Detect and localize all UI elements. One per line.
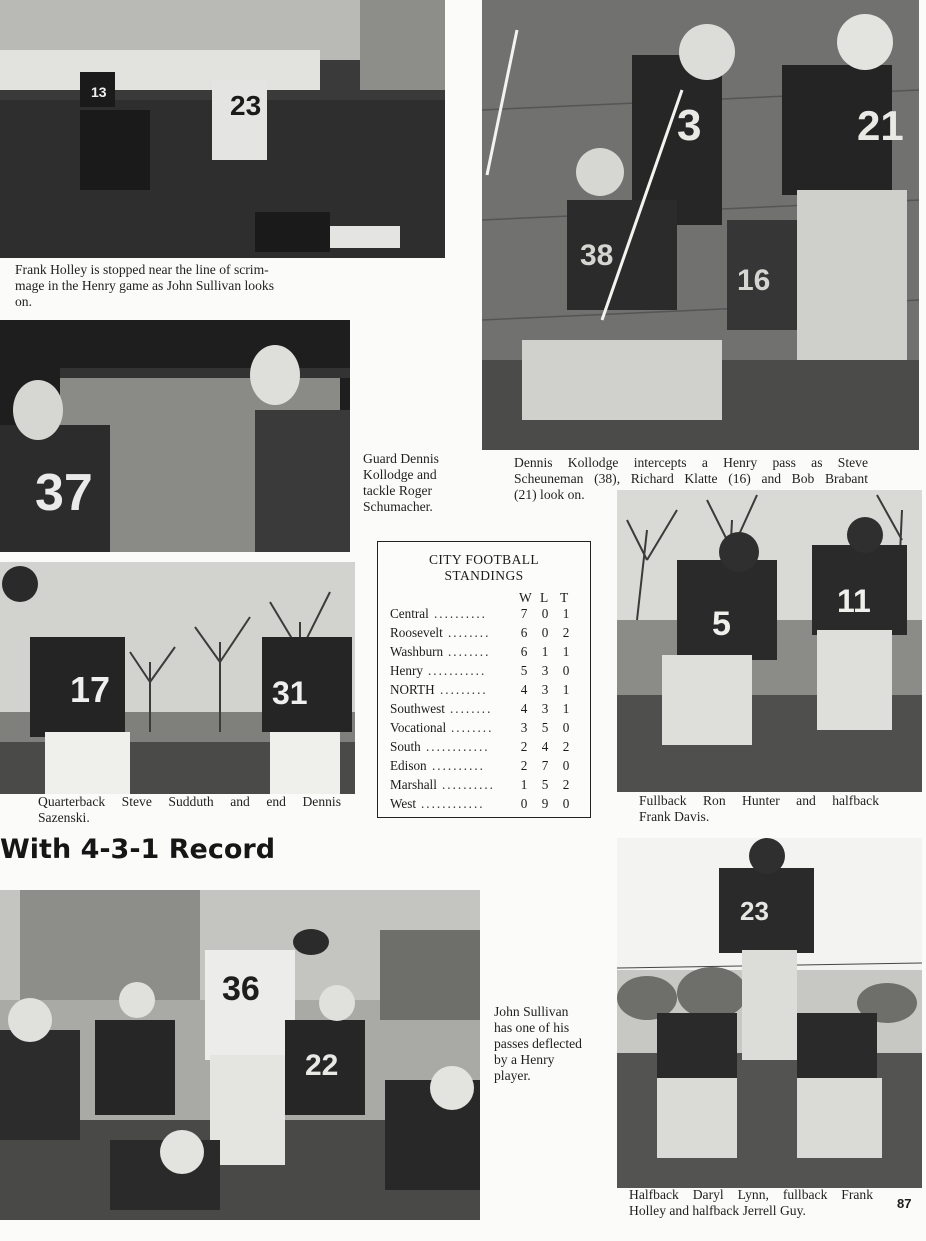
caption-line: Halfback Daryl Lynn, fullback Frank — [629, 1187, 873, 1202]
losses-value: 3 — [541, 701, 549, 716]
photo-kollodge-schumacher — [0, 320, 350, 552]
city-football-standings-table — [377, 541, 591, 818]
leader-dots: ......... — [440, 682, 488, 697]
team-name: Marshall — [390, 777, 437, 792]
standings-row — [390, 701, 586, 720]
ties-value: 0 — [562, 758, 570, 773]
photo-sullivan-pass — [0, 890, 480, 1220]
ties-value: 0 — [562, 720, 570, 735]
team-name: West — [390, 796, 417, 811]
jersey-number: 16 — [737, 264, 771, 297]
team-name: South — [390, 739, 421, 754]
column-header-wins: W — [519, 590, 532, 605]
caption-line: Kollodge and — [363, 467, 437, 482]
jersey-number: 5 — [712, 605, 731, 643]
ties-value: 2 — [562, 777, 570, 792]
caption-kollodge-schumacher — [363, 451, 473, 515]
caption-line: Fullback Ron Hunter and halfback — [639, 793, 879, 808]
standings-row — [390, 739, 586, 758]
ties-value: 1 — [562, 682, 570, 697]
standings-row — [390, 644, 586, 663]
wins-value: 0 — [520, 796, 528, 811]
wins-value: 4 — [520, 682, 528, 697]
ties-value: 2 — [562, 739, 570, 754]
column-header-ties: T — [560, 590, 569, 605]
standings-row — [390, 663, 586, 682]
jersey-number: 3 — [677, 101, 702, 150]
caption-line: Guard Dennis — [363, 451, 439, 466]
jersey-number: 17 — [70, 669, 111, 710]
column-header-losses: L — [540, 590, 549, 605]
standings-row — [390, 625, 586, 644]
standings-row — [390, 796, 586, 815]
losses-value: 4 — [541, 739, 549, 754]
team-name: Roosevelt — [390, 625, 443, 640]
caption-line: Scheuneman (38), Richard Klatte (16) and Bob Brabant — [514, 471, 868, 486]
ties-value: 1 — [562, 644, 570, 659]
leader-dots: ........ — [450, 701, 493, 716]
page-number: 87 — [897, 1196, 912, 1211]
caption-backfield — [629, 1187, 873, 1219]
photo-hunter-davis — [617, 490, 922, 792]
caption-line: has one of his — [494, 1020, 570, 1035]
losses-value: 1 — [541, 644, 549, 659]
standings-title — [378, 552, 590, 584]
standings-title-line: CITY FOOTBALL — [428, 552, 540, 567]
wins-value: 3 — [520, 720, 528, 735]
jersey-number: 23 — [230, 90, 262, 121]
caption-line: Sazenski. — [38, 810, 90, 825]
standings-row — [390, 682, 586, 701]
standings-row — [390, 777, 586, 796]
caption-sullivan — [494, 1004, 614, 1084]
leader-dots: ........ — [451, 720, 494, 735]
caption-line: passes deflected — [494, 1036, 582, 1051]
wins-value: 6 — [520, 644, 528, 659]
jersey-number: 11 — [837, 583, 871, 619]
losses-value: 3 — [541, 663, 549, 678]
wins-value: 7 — [520, 606, 528, 621]
losses-value: 0 — [541, 606, 549, 621]
headline: With 4-3-1 Record — [0, 834, 276, 865]
team-name: Vocational — [390, 720, 447, 735]
wins-value: 6 — [520, 625, 528, 640]
team-name: Washburn — [390, 644, 444, 659]
jersey-number: 21 — [857, 102, 904, 149]
losses-value: 3 — [541, 682, 549, 697]
wins-value: 1 — [520, 777, 528, 792]
standings-row — [390, 720, 586, 739]
photo-sudduth-sazenski — [0, 562, 355, 794]
caption-line: tackle Roger — [363, 483, 433, 498]
losses-value: 9 — [541, 796, 549, 811]
ties-value: 0 — [562, 796, 570, 811]
jersey-number: 23 — [740, 896, 769, 926]
caption-line: Dennis Kollodge intercepts a Henry pass as Steve — [514, 455, 868, 470]
jersey-number: 31 — [272, 675, 308, 711]
jersey-number: 37 — [35, 464, 93, 522]
jersey-number: 13 — [91, 84, 107, 100]
leader-dots: ............ — [426, 739, 490, 754]
caption-line: Schumacher. — [363, 499, 433, 514]
ties-value: 2 — [562, 625, 570, 640]
losses-value: 7 — [541, 758, 549, 773]
jersey-number: 38 — [580, 239, 614, 272]
photo-holley-scrimmage — [0, 0, 445, 258]
jersey-number: 36 — [222, 970, 260, 1008]
wins-value: 4 — [520, 701, 528, 716]
leader-dots: .......... — [434, 606, 487, 621]
standings-title-line: STANDINGS — [444, 568, 524, 583]
team-name: Edison — [390, 758, 427, 773]
caption-line: on. — [15, 294, 32, 309]
ties-value: 1 — [562, 701, 570, 716]
leader-dots: .......... — [432, 758, 485, 773]
team-name: NORTH — [390, 682, 435, 697]
team-name: Central — [390, 606, 429, 621]
wins-value: 2 — [520, 758, 528, 773]
jersey-number: 22 — [305, 1049, 339, 1082]
losses-value: 0 — [541, 625, 549, 640]
leader-dots: ........ — [448, 625, 491, 640]
caption-line: by a Henry — [494, 1052, 555, 1067]
photo-backfield-trio — [617, 838, 922, 1188]
losses-value: 5 — [541, 720, 549, 735]
photo-kollodge-interception — [482, 0, 919, 450]
caption-line: (21) look on. — [514, 487, 585, 502]
leader-dots: ............ — [421, 796, 485, 811]
caption-line: player. — [494, 1068, 531, 1083]
caption-line: Frank Holley is stopped near the line of scrim- — [15, 262, 269, 277]
ties-value: 0 — [562, 663, 570, 678]
caption-line: mage in the Henry game as John Sullivan looks — [15, 278, 274, 293]
caption-line: Holley and halfback Jerrell Guy. — [629, 1203, 806, 1218]
leader-dots: ........ — [448, 644, 491, 659]
wins-value: 5 — [520, 663, 528, 678]
ties-value: 1 — [562, 606, 570, 621]
leader-dots: ........... — [428, 663, 487, 678]
caption-line: Quarterback Steve Sudduth and end Dennis — [38, 794, 341, 809]
caption-hunter-davis — [639, 793, 879, 825]
team-name: Southwest — [390, 701, 445, 716]
leader-dots: .......... — [442, 777, 495, 792]
caption-line: Frank Davis. — [639, 809, 710, 824]
losses-value: 5 — [541, 777, 549, 792]
team-name: Henry — [390, 663, 423, 678]
standings-row — [390, 606, 586, 625]
standings-row — [390, 758, 586, 777]
caption-sudduth — [38, 794, 341, 826]
wins-value: 2 — [520, 739, 528, 754]
caption-line: John Sullivan — [494, 1004, 569, 1019]
caption-holley — [15, 262, 315, 310]
